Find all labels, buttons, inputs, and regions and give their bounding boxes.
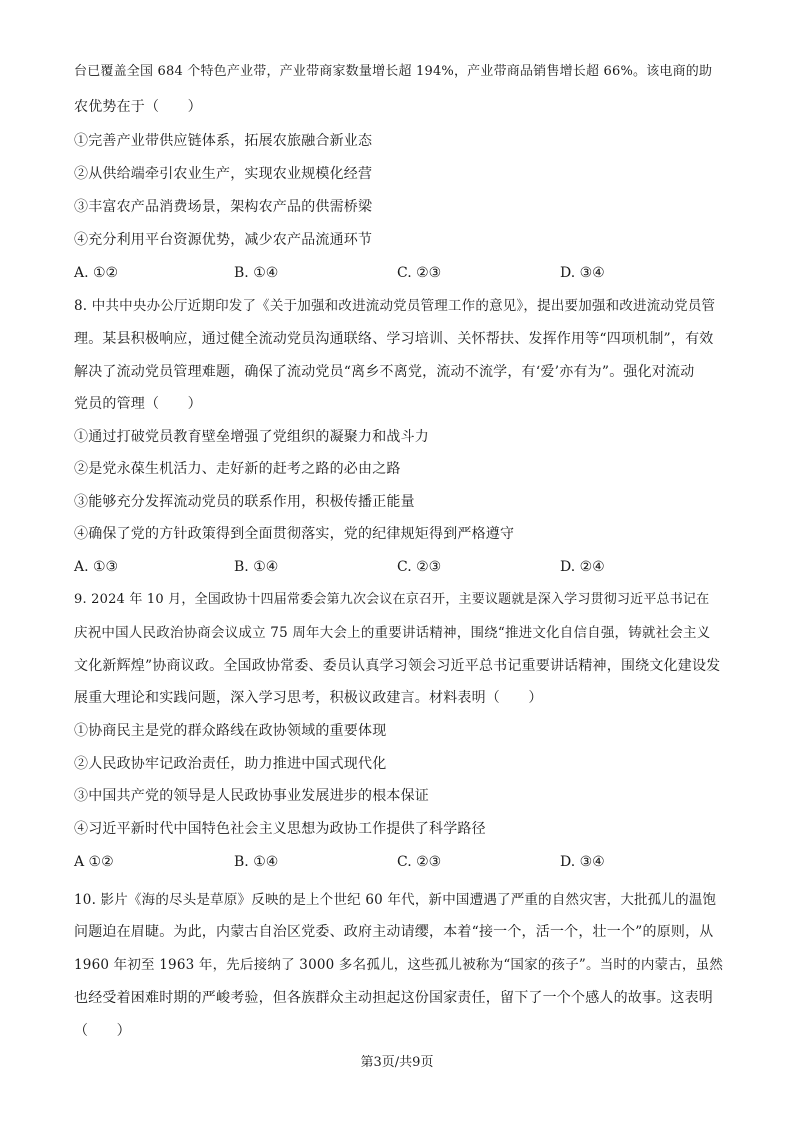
q7-statement-4: ④充分利用平台资源优势，减少农产品流通环节 xyxy=(74,232,373,248)
q7-choice-a: A. ①② xyxy=(74,265,119,281)
q10-stem-line-3: 1960 年初至 1963 年，先后接纳了 3000 多名孤儿，这些孤儿被称为“国家的孩子”。当时的内蒙古，虽然 xyxy=(74,957,724,973)
q9-stem-line-2: 庆祝中国人民政治协商会议成立 75 周年大会上的重要讲话精神，围绕“推进文化自信自强，铸就社会主义 xyxy=(74,625,711,641)
q7-stem-line-1: 台已覆盖全国 684 个特色产业带，产业带商家数量增长超 194%，产业带商品销售增长超 66%。该电商的助 xyxy=(74,64,713,79)
q7-statement-1: ①完善产业带供应链体系，拓展农旅融合新业态 xyxy=(74,133,373,149)
q10-stem-line-5: （ ） xyxy=(74,1023,131,1039)
q8-statement-2: ②是党永葆生机活力、走好新的赶考之路的必由之路 xyxy=(74,461,401,477)
q9-statement-4: ④习近平新时代中国特色社会主义思想为政协工作提供了科学路径 xyxy=(74,821,486,837)
q8-statement-1: ①通过打破党员教育壁垒增强了党组织的凝聚力和战斗力 xyxy=(74,429,429,445)
q8-stem-line-2: 理。某县积极响应，通过健全流动党员沟通联络、学习培训、关怀帮扶、发挥作用等“四项机制”，有效 xyxy=(74,331,714,347)
q8-stem-line-4: 党员的管理（ ） xyxy=(74,396,202,412)
q8-choice-c: C. ②③ xyxy=(397,559,442,575)
q8-choices xyxy=(74,557,724,577)
q10-stem-line-2: 问题迫在眉睫。为此，内蒙古自治区党委、政府主动请缨，本着“接一个，活一个，壮一个”的原则，从 xyxy=(74,924,714,940)
q9-choices xyxy=(74,852,724,872)
q10-stem-line-4: 也经受着困难时期的严峻考验，但各族群众主动担起这份国家责任，留下了一个个感人的故事。这表明 xyxy=(74,990,713,1006)
q9-statement-1: ①协商民主是党的群众路线在政协领域的重要体现 xyxy=(74,723,387,739)
q8-stem-line-1: 8. 中共中央办公厅近期印发了《关于加强和改进流动党员管理工作的意见》，提出要加强和改进流动党员管 xyxy=(74,298,716,314)
q9-statement-2: ②人民政协牢记政治责任，助力推进中国式现代化 xyxy=(74,756,387,772)
q9-stem-line-4: 展重大理论和实践问题，深入学习思考，积极议政建言。材料表明（ ） xyxy=(74,690,543,706)
q9-choice-a: A ①② xyxy=(74,854,114,870)
q9-choice-c: C. ②③ xyxy=(397,854,442,870)
q7-statement-3: ③丰富农产品消费场景，架构农产品的供需桥梁 xyxy=(74,199,373,215)
q8-choice-b: B. ①④ xyxy=(234,559,279,575)
q7-choice-d: D. ③④ xyxy=(560,265,605,281)
q7-choices xyxy=(74,263,724,283)
q9-statement-3: ③中国共产党的领导是人民政协事业发展进步的根本保证 xyxy=(74,788,429,804)
q8-choice-a: A. ①③ xyxy=(74,559,119,575)
q10-stem-line-1: 10. 影片《海的尽头是草原》反映的是上个世纪 60 年代，新中国遭遇了严重的自然灾害，大批孤儿的温饱 xyxy=(74,892,717,908)
q7-statement-2: ②从供给端牵引农业生产，实现农业规模化经营 xyxy=(74,166,373,182)
q8-statement-4: ④确保了党的方针政策得到全面贯彻落实，党的纪律规矩得到严格遵守 xyxy=(74,526,515,542)
q9-stem-line-1: 9. 2024 年 10 月，全国政协十四届常委会第九次会议在京召开，主要议题就是深入学习贯彻习近平总书记在 xyxy=(74,592,710,607)
q8-stem-line-3: 解决了流动党员管理难题，确保了流动党员“离乡不离党，流动不流学，有‘爱’亦有为”。强化对流动 xyxy=(74,364,695,380)
page-number: 第3页/共9页 xyxy=(360,1055,434,1070)
q7-stem-line-2: 农优势在于（ ） xyxy=(74,99,202,115)
q9-stem-line-3: 文化新辉煌”协商议政。全国政协常委、委员认真学习领会习近平总书记重要讲话精神，围绕文化建设发 xyxy=(74,658,721,674)
q9-choice-b: B. ①④ xyxy=(234,854,279,870)
q8-choice-d: D. ②④ xyxy=(560,559,605,575)
q7-choice-b: B. ①④ xyxy=(234,265,279,281)
q9-choice-d: D. ③④ xyxy=(560,854,605,870)
q8-statement-3: ③能够充分发挥流动党员的联系作用，积极传播正能量 xyxy=(74,494,415,510)
q7-choice-c: C. ②③ xyxy=(397,265,442,281)
